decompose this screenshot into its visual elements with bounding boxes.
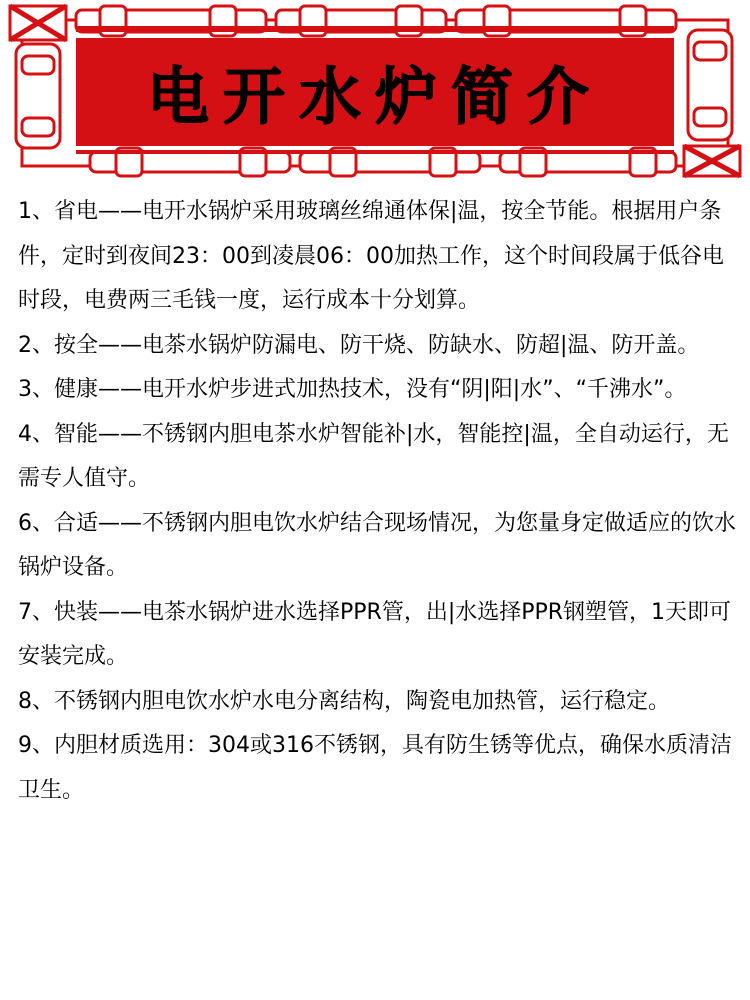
corner-ornament-top-left [10, 6, 66, 40]
list-item: 2、按全——电茶水锅炉防漏电、防干烧、防缺水、防超|温、防开盖。 [18, 332, 700, 358]
list-item: 1、省电——电开水锅炉采用玻璃丝绵通体保|温，按全节能。根据用户条件，定时到夜间23：00到凌晨06：00加热工作，这个时间段属于低谷电时段，电费两三毛钱一度，运行成本十分划算。 [18, 199, 724, 313]
list-item: 3、健康——电开水炉步进式加热技术，没有“阴|阳|水”、“千沸水”。 [18, 377, 687, 402]
page-title: 电开水炉简介 [146, 59, 603, 133]
list-item: 8、不锈钢内胆电饮水炉水电分离结构，陶瓷电加热管，运行稳定。 [18, 688, 670, 714]
list-item: 4、智能——不锈钢内胆电茶水炉智能补|水，智能控|温，全自动运行，无需专人值守。 [18, 421, 729, 491]
corner-ornament-bottom-right [684, 146, 740, 176]
list-item: 6、合适——不锈钢内胆电饮水炉结合现场情况，为您量身定做适应的饮水锅炉设备。 [18, 510, 736, 580]
list-item: 9、内胆材质选用：304或316不锈钢，具有防生锈等优点，确保水质清洁卫生。 [18, 733, 732, 803]
title-banner [0, 0, 750, 178]
right-balusters [688, 30, 732, 140]
intro-list [18, 190, 738, 813]
left-balusters [16, 44, 60, 148]
list-item: 7、快装——电茶水锅炉进水选择PPR管，出|水选择PPR钢塑管，1天即可安装完成。 [18, 599, 732, 669]
